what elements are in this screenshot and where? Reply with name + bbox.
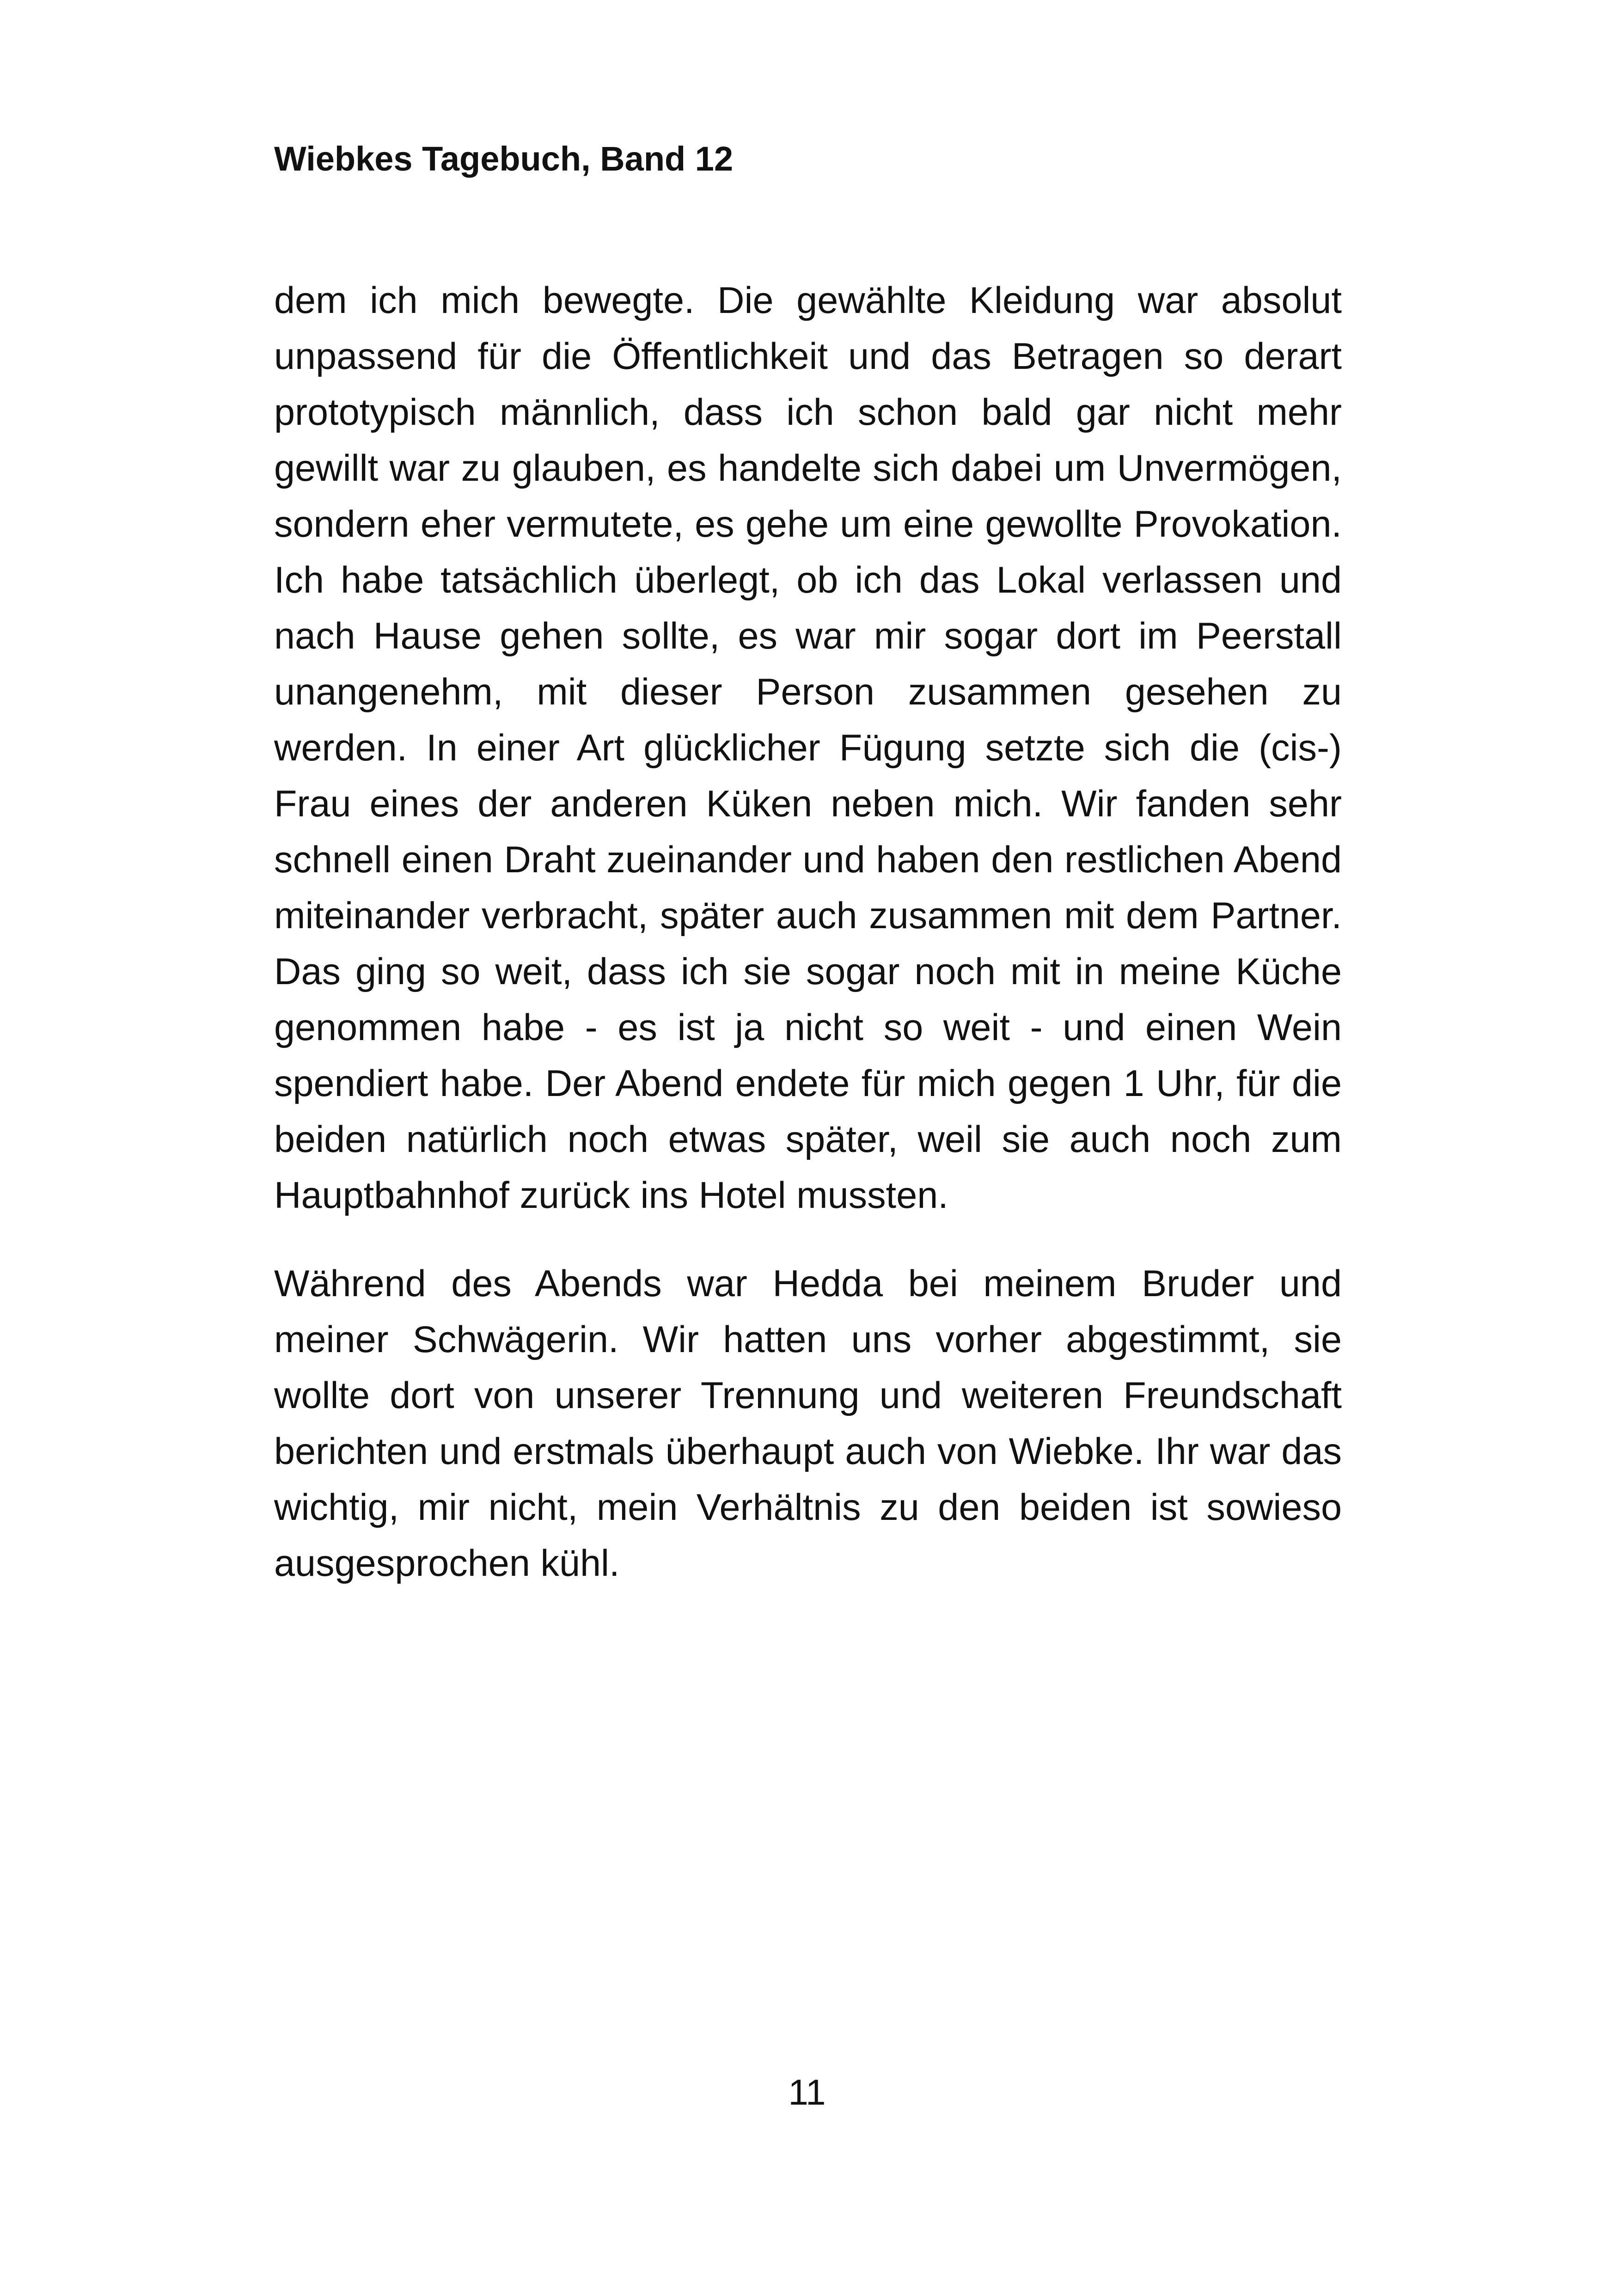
running-header: Wiebkes Tagebuch, Band 12 — [274, 140, 734, 178]
paragraph: Während des Abends war Hedda bei meinem Bruder und meiner Schwägerin. Wir hatten uns vorher abgestimmt, sie wollte dort von unserer Trennung und weiteren Freundschaft berichten und erstmals überhaupt auch von Wiebke. Ihr war das wichtig, mir nicht, mein Verhältnis zu den beiden ist sowieso ausgesprochen kühl. — [274, 1263, 1342, 1584]
paragraph: dem ich mich bewegte. Die gewählte Kleidung war absolut unpassend für die Öffentlichkeit und das Betragen so derart prototypisch männlich, dass ich schon bald gar nicht mehr gewillt war zu glauben, es handelte sich dabei um Unvermögen, sondern eher vermutete, es gehe um eine gewollte Provokation. Ich habe tatsächlich überlegt, ob ich das Lokal verlassen und nach Hause gehen sollte, es war mir sogar dort im Peerstall unangenehm, mit dieser Person zusammen gesehen zu werden. In einer Art glücklicher Fügung setzte sich die (cis-) Frau eines der anderen Küken neben mich. Wir fanden sehr schnell einen Draht zueinander und haben den restlichen Abend miteinander verbracht, später auch zusammen mit dem Partner. Das ging so weit, dass ich sie sogar noch mit in meine Küche genommen habe - es ist ja nicht so weit - und einen Wein spendiert habe. Der Abend endete für mich gegen 1 Uhr, für die beiden natürlich noch etwas später, weil sie auch noch zum Hauptbahnhof zurück ins Hotel mussten. — [274, 280, 1342, 1216]
page-number: 11 — [788, 2072, 826, 2112]
body-text — [274, 273, 1342, 1624]
